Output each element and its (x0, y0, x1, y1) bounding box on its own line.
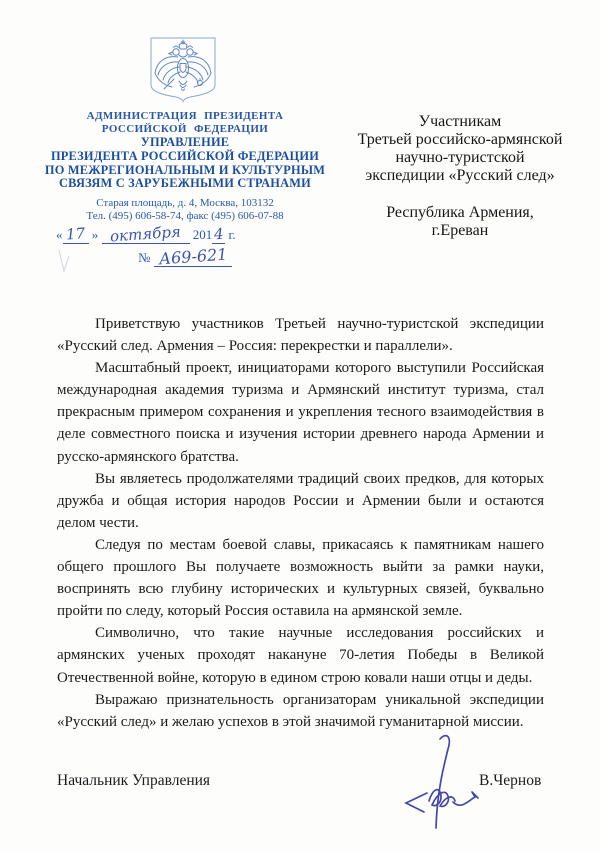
number-blank (154, 244, 232, 269)
dept-line: УПРАВЛЕНИЕ (140, 135, 230, 149)
handwritten-signature (393, 731, 485, 833)
paragraph: Символично, что такие научные исследования российских и армянских ученых проходят накануне 70-летия Победы в Великой Отечественной войне, которую в едином строю ковали наши отцы и деды. (57, 625, 544, 686)
date-year-suffix: г. (228, 227, 236, 242)
date-open-quote: « (56, 227, 63, 242)
paragraph: Следуя по местам боевой славы, прикасаясь к памятникам нашего общего прошлого Вы получаете возможность выйти за рамки науки, воспринять всю глубину исторических и культурных связей, буквально пройти по следу, который Россия оставила на армянской земле. (57, 536, 544, 620)
document-number-line (40, 244, 330, 269)
handwritten-day: 17 (65, 224, 86, 244)
date-day-blank (63, 224, 89, 244)
dept-line: СВЯЗЯМ С ЗАРУБЕЖНЫМИ СТРАНАМИ (58, 176, 312, 191)
number-label: № (138, 250, 151, 265)
letterhead-organization (40, 110, 330, 136)
addressee-block (348, 113, 572, 240)
address-line: Старая площадь, д. 4, Москва, 103132 (96, 197, 274, 209)
org-line: РОССИЙСКОЙ ФЕДЕРАЦИИ (101, 123, 269, 135)
date-close-quote: » (91, 227, 99, 242)
letter-body (57, 313, 544, 733)
org-line: АДМИНИСТРАЦИЯ ПРЕЗИДЕНТА (86, 110, 284, 122)
addressee-line: научно-туристской (395, 149, 525, 166)
handwritten-year-digit: 4 (213, 224, 225, 244)
coat-of-arms-double-headed-eagle-icon (150, 37, 216, 103)
date-year-printed: 201 (192, 227, 213, 242)
handwritten-number: А69-621 (157, 244, 228, 269)
addressee-line: Участникам (418, 113, 502, 130)
signer-name: В.Чернов (479, 772, 542, 789)
dept-line: ПРЕЗИДЕНТА РОССИЙСКОЙ ФЕДЕРАЦИИ (50, 148, 320, 163)
date-month-blank (102, 222, 190, 246)
paragraph: Масштабный проект, инициаторами которого выступили Российская международная академия туризма и Армянский институт туризма, стал прекрасным примером сохранения и укрепления тесного взаимодействия в деле совместного поиска и изучения истории древнего народа Армении и русско-армянского братства. (57, 360, 544, 465)
address-line: Тел. (495) 606-58-74, факс (495) 606-07-88 (86, 209, 284, 222)
paragraph: Выражаю признательность организаторам уникальной экспедиции «Русский след» и желаю успехов в этой значимой гуманитарной миссии. (57, 691, 544, 730)
date-year-blank (212, 224, 225, 244)
handwritten-month: октября (109, 222, 182, 246)
addressee-line: Третьей российско-армянской (357, 131, 563, 148)
paragraph: Приветствую участников Третьей научно-туристской экспедиции «Русский след. Армения – Россия: перекрестки и параллели». (57, 316, 544, 355)
addressee-location-line: Республика Армения, (386, 204, 534, 221)
letterhead-address (40, 197, 330, 222)
addressee-location-line: г.Ереван (431, 222, 489, 239)
signer-title: Начальник Управления (57, 772, 211, 789)
pencil-checkmark (55, 247, 73, 282)
dept-line: ПО МЕЖРЕГИОНАЛЬНЫМ И КУЛЬТУРНЫМ (44, 162, 326, 177)
letterhead-department (40, 136, 330, 191)
addressee-line: экспедиции «Русский след» (365, 167, 555, 184)
paragraph: Вы являетесь продолжателями традиций своих предков, для которых дружба и общая история народов России и Армении были и остаются делом чести. (57, 470, 544, 531)
date-line (56, 222, 316, 246)
